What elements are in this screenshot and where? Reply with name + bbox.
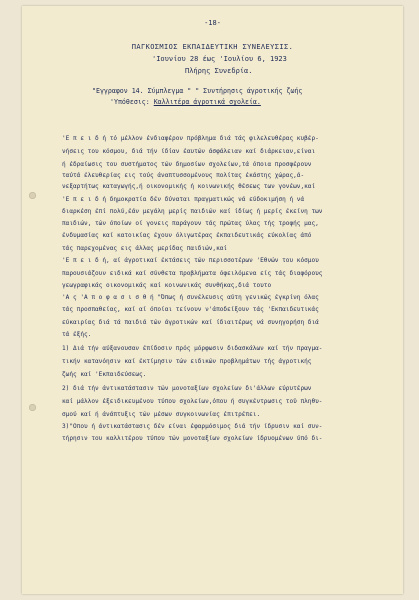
document-reference: "Εγγραφον 14. Σύμπλεγμα " " Συντήρησις άγροτικής ζωής (92, 87, 303, 95)
subject-label: 'Υπόθεσις: (110, 98, 150, 106)
body-line: παρουσιάζουν ειδικά καί σύνθετα προβλήματα όφειλόμενα είς τάς διαφόρους (62, 270, 323, 277)
body-line: νήσεις του κόσμου, διά τήν ίδίαν έαυτών άσφάλειαν καί διάρκειαν,είναι (62, 148, 316, 155)
body-line: τήρησιν του καλλιτέρου τύπου τών μονοταξίων σχολείων ίδρυομένων ύπό δι- (62, 435, 323, 442)
subject-text: Καλλιτέρα άγροτικά σχολεία. (153, 98, 261, 106)
body-line: 'Α ς 'Α π ο φ α σ ι σ θ ή "Όπως ή συνέλευσις αύτη γενικώς έγκρίνη όλας (62, 294, 319, 301)
punch-hole (29, 192, 36, 199)
body-line: ή έδραίωσις του συστήματος τών δημοσίων σχολείων,τά όποια προσφέρουν (62, 161, 312, 168)
body-line: 1) Διά τήν αύξανουσαν έπίδοσιν πρός μόρφωσιν διδασκάλων καί τήν πραγμα- (62, 345, 323, 352)
body-line: ένδυμασίας καί κατοικίας έχουν όλιγωτέρας έκπαιδευτικάς εύκολίας άπό (62, 232, 312, 239)
body-line: 'Ε π ε ι δ ή δημοκρατία δέν δύναται πραγματικώς νά εύδοκιμήση ή νά (62, 196, 305, 203)
conference-title: ΠΑΓΚΟΣΜΙΟΣ ΕΚΠΑΙΔΕΥΤΙΚΗ ΣΥΝΕΛΕΥΣΙΣ. (131, 43, 294, 51)
body-line: τά έξής. (62, 331, 92, 338)
conference-dates: 'Ιουνίου 28 έως 'Ιουλίου 6, 1923 (152, 55, 287, 63)
body-line: εύκαιρίας διά τά παιδιά τών άγροτικών καί ίδιαιτέρως νά συνηγορήση διά (62, 319, 319, 326)
body-line: τικήν κατανόησιν καί έκτίμησιν τών ειδικών προβλημάτων τής άγροτικής (62, 358, 312, 365)
body-line: παιδιών, τών όποίων οί γονεις παράγουν τάς πρώτας ύλας τής τροφής μας, (62, 220, 319, 227)
body-line: τάς παρεχομένας εις άλλας μερίδας παιδιών,καί (62, 245, 228, 252)
body-line: ζωής καί 'Εκπαιδεύσεως. (62, 371, 147, 378)
document-page (22, 6, 403, 594)
page-number: -18- (204, 19, 221, 27)
body-line: καί μάλλον έξειδικευμένου τύπου σχολείων,όπου ή συγκέντρωσις τοϋ πληθυ- (62, 398, 323, 405)
body-line: διαρκέση έπί πολύ,έάν μεγάλη μερίς παιδιών καί ίδίως ή μερίς έκείνη των (62, 208, 323, 215)
body-line: σμού καί ή άνάπτυξις τών μέσων συγκοινωνίας έπιτρέπει. (62, 411, 261, 418)
body-line: 'Ε π ε ι δ ή, αί άγροτικαί έκτάσεις τών περισσοτέρων 'Εθνών του κόσμου (62, 257, 319, 264)
body-line: 2) διά τήν άντικατάστασιν τών μονοταξίων σχολείων δι'άλλων εύρυτέρων (62, 385, 312, 392)
body-line: γεωγραφικάς οικονομικάς καί κοινωνικάς συνθήκας,διά τουτο (62, 282, 272, 289)
body-line: νεξαρτήτως καταγωγής,ή οικονομικής ή κοινωνικής θέσεως των γονέων,καί (62, 183, 316, 190)
body-line: 'Ε π ε ι δ ή τό μέλλον ένδιαφέρον πρόβλημα διά τάς φιλελευθέρας κυβέρ- (62, 135, 319, 142)
session-title: Πλήρης Συνεδρία. (185, 67, 253, 75)
body-line: τάς προσπαθείας, καί αί όποίαι τείνουν ν'άποδείξουν τάς 'Εκπαιδευτικάς (62, 306, 319, 313)
body-line: 3)"Οπου ή άντικατάστασις δέν είναι έφαρμόσιμος διά τήν ίδρυσιν καί συν- (62, 423, 323, 430)
subject-line (110, 99, 261, 106)
body-line: ταύτά έλευθερίας εις τούς άναπτυσσομένους πολίτας έκάστης χώρας,ά- (62, 172, 305, 179)
punch-hole (29, 404, 36, 411)
